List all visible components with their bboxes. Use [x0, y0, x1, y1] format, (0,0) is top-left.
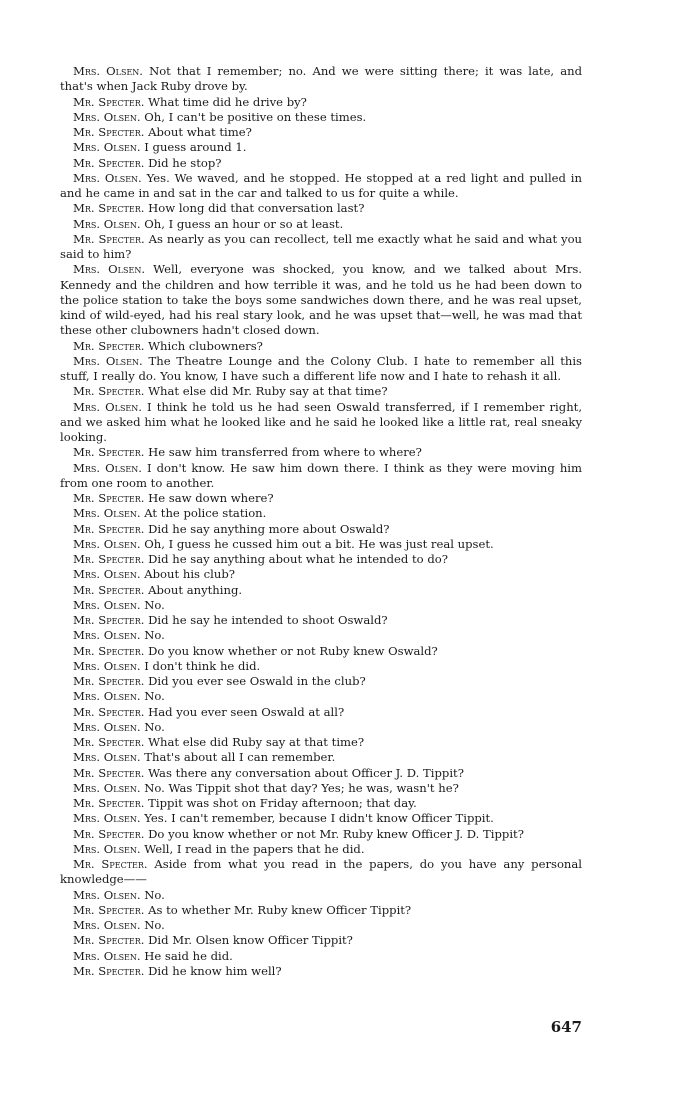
speaker-name: Mr. Specter. — [73, 933, 145, 948]
speaker-name: Mrs. Olsen. — [73, 536, 141, 551]
speaker-name: Mr. Specter. — [73, 155, 145, 170]
transcript-paragraph — [60, 964, 582, 979]
transcript-body — [60, 64, 582, 979]
speech-text: Yes. We waved, and he stopped. He stopped at a red light and pulled in and he came in and sat in the car and talked to us for quite a while. — [60, 170, 582, 200]
transcript-paragraph — [60, 796, 582, 811]
transcript-paragraph — [60, 842, 582, 857]
speech-text: He said he did. — [144, 948, 233, 963]
transcript-paragraph — [60, 720, 582, 735]
speech-text: Aside from what you read in the papers, do you have any personal knowledge—— — [60, 857, 583, 887]
transcript-paragraph — [60, 766, 582, 781]
transcript-paragraph — [60, 827, 582, 842]
transcript-paragraph — [60, 598, 582, 613]
transcript-paragraph — [60, 400, 582, 446]
speaker-name: Mrs. Olsen. — [73, 689, 141, 704]
speaker-name: Mr. Specter. — [73, 643, 145, 658]
speech-text: Did he stop? — [148, 155, 222, 170]
transcript-paragraph — [60, 171, 582, 202]
transcript-paragraph — [60, 110, 582, 125]
speaker-name: Mrs. Olsen. — [73, 399, 142, 414]
speech-text: I don't think he did. — [144, 658, 261, 673]
speech-text: Did Mr. Olsen know Officer Tippit? — [148, 933, 353, 948]
speech-text: How long did that conversation last? — [148, 201, 365, 216]
speaker-name: Mrs. Olsen. — [73, 597, 141, 612]
speech-text: Oh, I can't be positive on these times. — [144, 109, 367, 124]
transcript-paragraph — [60, 156, 582, 171]
transcript-paragraph — [60, 140, 582, 155]
speaker-name: Mrs. Olsen. — [73, 918, 141, 932]
speaker-name: Mrs. Olsen. — [73, 628, 141, 643]
transcript-paragraph — [60, 644, 582, 659]
speech-text: Do you know whether or not Ruby knew Oswald? — [148, 643, 438, 658]
speaker-name: Mrs. Olsen. — [73, 506, 141, 521]
speaker-name: Mrs. Olsen. — [73, 780, 141, 795]
speech-text: No. — [144, 689, 165, 704]
transcript-paragraph — [60, 857, 582, 888]
speaker-name: Mr. Specter. — [73, 491, 145, 505]
speech-text: Did you ever see Oswald in the club? — [148, 674, 366, 688]
speech-text: No. Was Tippit shot that day? Yes; he was, wasn't he? — [144, 780, 459, 795]
speaker-name: Mrs. Olsen. — [73, 887, 141, 902]
speech-text: No. — [144, 597, 165, 612]
speech-text: He saw down where? — [148, 491, 274, 505]
transcript-paragraph — [60, 903, 582, 918]
speaker-name: Mrs. Olsen. — [73, 140, 141, 155]
speaker-name: Mr. Specter. — [73, 94, 145, 109]
transcript-paragraph — [60, 735, 582, 750]
speaker-name: Mrs. Olsen. — [73, 750, 141, 765]
speech-text: I don't know. He saw him down there. I think as they were moving him from one room to another. — [60, 460, 583, 490]
speaker-name: Mr. Specter. — [73, 826, 145, 841]
speaker-name: Mr. Specter. — [73, 735, 145, 749]
speaker-name: Mrs. Olsen. — [73, 948, 141, 963]
transcript-paragraph — [60, 750, 582, 765]
transcript-paragraph — [60, 201, 582, 216]
speaker-name: Mrs. Olsen. — [73, 719, 141, 734]
speech-text: No. — [144, 918, 165, 932]
speaker-name: Mr. Specter. — [73, 613, 145, 627]
speech-text: As nearly as you can recollect, tell me exactly what he said and what you said to him? — [60, 231, 583, 261]
transcript-paragraph — [60, 95, 582, 110]
transcript-paragraph — [60, 262, 582, 338]
speaker-name: Mr. Specter. — [73, 445, 145, 460]
transcript-paragraph — [60, 522, 582, 537]
speaker-name: Mrs. Olsen. — [73, 262, 146, 277]
speech-text: Did he say anything about what he intended to do? — [148, 552, 448, 566]
transcript-paragraph — [60, 689, 582, 704]
transcript-paragraph — [60, 659, 582, 674]
speech-text: About his club? — [144, 567, 235, 582]
speaker-name: Mr. Specter. — [73, 552, 145, 566]
transcript-paragraph — [60, 384, 582, 399]
transcript-paragraph — [60, 613, 582, 628]
transcript-paragraph — [60, 552, 582, 567]
speaker-name: Mr. Specter. — [73, 902, 145, 917]
speech-text: Which clubowners? — [148, 338, 263, 353]
transcript-paragraph — [60, 64, 582, 95]
speaker-name: Mrs. Olsen. — [73, 658, 141, 673]
speaker-name: Mr. Specter. — [73, 201, 145, 216]
speaker-name: Mr. Specter. — [73, 231, 145, 246]
speech-text: Yes. I can't remember, because I didn't know Officer Tippit. — [144, 811, 494, 826]
speech-text: He saw him transferred from where to where? — [148, 445, 422, 460]
speech-text: No. — [144, 719, 165, 734]
speech-text: Had you ever seen Oswald at all? — [148, 704, 345, 719]
transcript-paragraph — [60, 781, 582, 796]
speaker-name: Mrs. Olsen. — [73, 109, 141, 124]
speech-text: Do you know whether or not Mr. Ruby knew Officer J. D. Tippit? — [148, 826, 524, 841]
speaker-name: Mr. Specter. — [73, 521, 145, 536]
speaker-name: Mrs. Olsen. — [73, 811, 141, 826]
speech-text: Tippit was shot on Friday afternoon; that day. — [148, 796, 417, 810]
speaker-name: Mr. Specter. — [73, 674, 145, 688]
transcript-paragraph — [60, 217, 582, 232]
speech-text: Not that I remember; no. And we were sitting there; it was late, and that's when Jack Ruby drove by. — [60, 64, 582, 94]
speaker-name: Mr. Specter. — [73, 704, 145, 719]
speech-text: No. — [144, 887, 165, 902]
speech-text: What else did Mr. Ruby say at that time? — [148, 384, 388, 399]
speaker-name: Mr. Specter. — [73, 384, 145, 399]
transcript-paragraph — [60, 461, 582, 492]
transcript-paragraph — [60, 537, 582, 552]
speaker-name: Mrs. Olsen. — [73, 841, 141, 856]
speaker-name: Mrs. Olsen. — [73, 353, 143, 368]
transcript-paragraph — [60, 445, 582, 460]
speaker-name: Mr. Specter. — [73, 338, 145, 353]
transcript-paragraph — [60, 125, 582, 140]
speech-text: I think he told us he had seen Oswald transferred, if I remember right, and we asked him what he looked like and he said he looked like a little rat, real sneaky looking. — [60, 399, 582, 444]
speech-text: About anything. — [148, 582, 243, 597]
speech-text: Did he know him well? — [148, 963, 282, 978]
speech-text: Did he say anything more about Oswald? — [148, 521, 390, 536]
transcript-paragraph — [60, 888, 582, 903]
transcript-paragraph — [60, 583, 582, 598]
transcript-paragraph — [60, 811, 582, 826]
speaker-name: Mrs. Olsen. — [73, 64, 143, 78]
transcript-paragraph — [60, 674, 582, 689]
speech-text: As to whether Mr. Ruby knew Officer Tippit? — [148, 902, 412, 917]
transcript-paragraph — [60, 705, 582, 720]
speaker-name: Mrs. Olsen. — [73, 460, 142, 475]
speech-text: At the police station. — [144, 506, 267, 521]
speech-text: What time did he drive by? — [148, 94, 307, 109]
speech-text: What else did Ruby say at that time? — [148, 735, 365, 749]
transcript-paragraph — [60, 628, 582, 643]
speaker-name: Mr. Specter. — [73, 857, 148, 871]
transcript-paragraph — [60, 918, 582, 933]
transcript-paragraph — [60, 567, 582, 582]
transcript-paragraph — [60, 506, 582, 521]
speaker-name: Mrs. Olsen. — [73, 170, 142, 185]
speech-text: Oh, I guess an hour or so at least. — [144, 216, 344, 231]
speech-text: That's about all I can remember. — [144, 750, 336, 765]
speaker-name: Mr. Specter. — [73, 582, 145, 597]
speech-text: Oh, I guess he cussed him out a bit. He was just real upset. — [144, 536, 494, 551]
transcript-paragraph — [60, 339, 582, 354]
speaker-name: Mr. Specter. — [73, 796, 145, 810]
speech-text: Did he say he intended to shoot Oswald? — [148, 613, 388, 627]
speech-text: Well, I read in the papers that he did. — [144, 841, 365, 856]
speech-text: The Theatre Lounge and the Colony Club. I hate to remember all this stuff, I really do. You know, I have such a different life now and I hate to rehash it all. — [60, 353, 582, 383]
transcript-paragraph — [60, 949, 582, 964]
speech-text: I guess around 1. — [144, 140, 247, 155]
speaker-name: Mr. Specter. — [73, 125, 145, 139]
speaker-name: Mrs. Olsen. — [73, 216, 141, 231]
transcript-paragraph — [60, 232, 582, 263]
transcript-paragraph — [60, 491, 582, 506]
speech-text: Was there any conversation about Officer J. D. Tippit? — [148, 765, 464, 780]
transcript-paragraph — [60, 933, 582, 948]
speaker-name: Mr. Specter. — [73, 765, 145, 780]
transcript-paragraph — [60, 354, 582, 385]
speech-text: Well, everyone was shocked, you know, and we talked about Mrs. Kennedy and the children and how terrible it was, and he told us he had been down to the police station to take the boys some sandwiches down there, and he was real upset, kind of wild-eyed, had his real stary look, and he was upset that—well, he was mad that these other clubowners hadn't closed down. — [60, 262, 582, 338]
speech-text: About what time? — [148, 125, 252, 139]
page-number: 647 — [550, 1018, 582, 1036]
speech-text: No. — [144, 628, 165, 643]
speaker-name: Mrs. Olsen. — [73, 567, 141, 582]
speaker-name: Mr. Specter. — [73, 963, 145, 978]
